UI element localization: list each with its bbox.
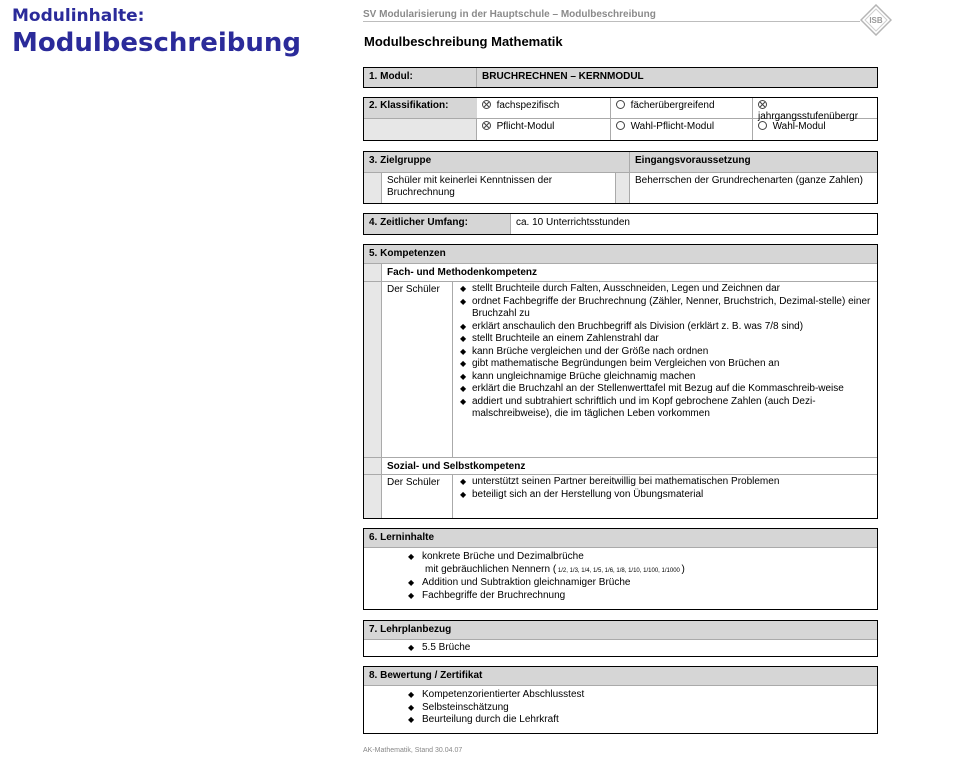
empty-circle-icon <box>616 121 625 130</box>
lerninhalte-label: 6. Lerninhalte <box>369 532 435 543</box>
option-wahl-pflicht: Wahl-Pflicht-Modul <box>611 119 753 140</box>
list-item: ◆ Beurteilung durch die Lehrkraft <box>402 714 872 727</box>
option-faecheruebergreifend: fächerübergreifend <box>611 98 753 118</box>
document-title: Modulbeschreibung Mathematik <box>364 34 563 49</box>
list-item: ◆ kann Brüche vergleichen und der Größe nach ordnen <box>458 346 872 359</box>
empty-circle-icon <box>758 121 767 130</box>
list-item: ◆ Selbsteinschätzung <box>402 702 872 715</box>
section-kompetenzen <box>363 244 878 519</box>
fraction: 1/3 <box>569 567 578 574</box>
eingangsvoraussetzung-label: Eingangsvoraussetzung <box>635 155 751 166</box>
sozial-subject: Der Schüler <box>382 475 453 518</box>
lerninhalte-list <box>364 548 877 609</box>
umfang-value: ca. 10 Unterrichtsstunden <box>516 217 630 228</box>
list-item: ◆ konkrete Brüche und Dezimalbrüche mit gebräuchlichen Nennern ( 1/2, 1/3, 1/4, 1/5, 1/6, 1/8, 1/10, 1/100, 1/1000 ) <box>402 551 872 577</box>
empty-circle-icon <box>616 100 625 109</box>
header-rule <box>363 21 860 22</box>
fraction: 1/6 <box>604 567 614 574</box>
section-modul <box>363 67 878 88</box>
klassifikation-label: 2. Klassifikation: <box>364 98 477 118</box>
fraction: 1/8 <box>616 567 625 574</box>
lehrplanbezug-label: 7. Lehrplanbezug <box>369 624 452 635</box>
fach-subject: Der Schüler <box>382 282 453 457</box>
list-item: ◆ erklärt anschaulich den Bruchbegriff als Division (erklärt z. B. was 7/8 sind) <box>458 321 872 334</box>
list-item: ◆ unterstützt seinen Partner bereitwillig bei mathematischen Problemen <box>458 476 872 489</box>
zielgruppe-label: 3. Zielgruppe <box>364 152 630 172</box>
list-item: ◆ Fachbegriffe der Bruchrechnung <box>402 590 872 603</box>
section-zielgruppe <box>363 151 878 204</box>
bewertung-list <box>364 686 877 733</box>
module-document <box>363 0 883 771</box>
eingangsvoraussetzung-text: Beherrschen der Grundrechenarten (ganze Zahlen) <box>635 175 863 186</box>
option-jahrgangsstufen: jahrgangsstufenübergr <box>753 98 877 118</box>
checked-circle-icon <box>482 100 491 109</box>
checked-circle-icon <box>482 121 491 130</box>
section-lerninhalte <box>363 528 878 610</box>
modul-label: 1. Modul: <box>364 68 477 87</box>
list-item: ◆ Kompetenzorientierter Abschlusstest <box>402 689 872 702</box>
sozial-kompetenz-label: Sozial- und Selbstkompetenz <box>382 458 877 474</box>
list-item: ◆ addiert und subtrahiert schriftlich und im Kopf gebrochene Zahlen (auch Dezi-malschreibweise), die im täglichen Leben vorkommen <box>458 396 872 421</box>
fraction: 1/10 <box>628 567 640 574</box>
umfang-label: 4. Zeitlicher Umfang: <box>364 214 511 234</box>
section-zeitlicher-umfang <box>363 213 878 235</box>
fraction-list: 1/2, 1/3, 1/4, 1/5, 1/6, 1/8, 1/10, 1/100, 1/1000 <box>557 567 680 574</box>
list-item: ◆ beteiligt sich an der Herstellung von Übungsmaterial <box>458 489 872 502</box>
fach-kompetenz-list <box>453 282 877 457</box>
section-bewertung <box>363 666 878 734</box>
logo-text: ISB <box>869 16 883 25</box>
list-item: ◆ 5.5 Brüche <box>402 642 872 655</box>
fraction: 1/2 <box>557 567 567 574</box>
list-item: ◆ ordnet Fachbegriffe der Bruchrechnung (Zähler, Nenner, Bruchstrich, Dezimal-stelle) einer Bruchzahl zu <box>458 296 872 321</box>
list-item: ◆ Addition und Subtraktion gleichnamiger Brüche <box>402 577 872 590</box>
fraction: 1/4 <box>581 567 590 574</box>
kompetenzen-label: 5. Kompetenzen <box>369 248 446 259</box>
list-item: ◆ stellt Bruchteile an einem Zahlenstrahl dar <box>458 333 872 346</box>
bewertung-label: 8. Bewertung / Zertifikat <box>369 670 483 681</box>
slide-subtitle: Modulinhalte: <box>12 6 145 26</box>
document-running-header: SV Modularisierung in der Hauptschule – Modulbeschreibung <box>363 9 656 20</box>
fraction: 1/100 <box>643 567 659 574</box>
document-footer: AK-Mathematik, Stand 30.04.07 <box>363 747 463 754</box>
modul-value: BRUCHRECHNEN – KERNMODUL <box>482 71 644 82</box>
list-item: ◆ kann ungleichnamige Brüche gleichnamig machen <box>458 371 872 384</box>
list-item: ◆ erklärt die Bruchzahl an der Stellenwerttafel mit Bezug auf die Kommaschreib-weise <box>458 383 872 396</box>
isb-logo-icon <box>860 4 892 36</box>
option-fachspezifisch: fachspezifisch <box>477 98 611 118</box>
slide-title: Modulbeschreibung <box>12 28 302 58</box>
fach-kompetenz-label: Fach- und Methodenkompetenz <box>382 264 877 281</box>
section-lehrplanbezug <box>363 620 878 657</box>
list-item: ◆ gibt mathematische Begründungen beim Vergleichen von Brüchen an <box>458 358 872 371</box>
option-pflicht: Pflicht-Modul <box>477 119 611 140</box>
section-klassifikation <box>363 97 878 141</box>
fraction: 1/1000 <box>661 567 680 574</box>
list-item: ◆ stellt Bruchteile durch Falten, Ausschneiden, Legen und Zeichnen dar <box>458 283 872 296</box>
zielgruppe-text: Schüler mit keinerlei Kenntnissen der Bruchrechnung <box>382 173 616 203</box>
sozial-kompetenz-list <box>453 475 877 518</box>
fraction: 1/5 <box>592 567 602 574</box>
lehrplanbezug-list <box>364 640 877 656</box>
checked-circle-icon <box>758 100 767 109</box>
slide-heading <box>12 6 301 58</box>
option-wahl: Wahl-Modul <box>753 119 877 140</box>
